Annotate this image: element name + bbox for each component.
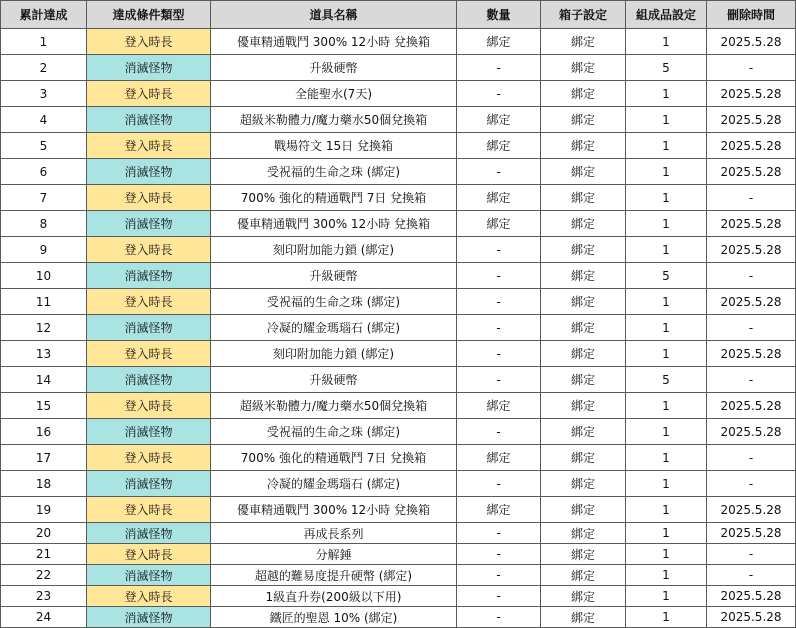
condition-type-cell: 登入時長 bbox=[87, 341, 211, 367]
delete-time-cell: 2025.5.28 bbox=[707, 237, 796, 263]
table-row bbox=[1, 445, 796, 471]
condition-type-cell: 登入時長 bbox=[87, 586, 211, 607]
header-cumulative: 累計達成 bbox=[1, 1, 87, 29]
delete-time-cell: 2025.5.28 bbox=[707, 133, 796, 159]
cumulative-cell: 8 bbox=[1, 211, 87, 237]
condition-type-cell: 登入時長 bbox=[87, 81, 211, 107]
component-setting-cell: 5 bbox=[626, 55, 707, 81]
cumulative-cell: 1 bbox=[1, 29, 87, 55]
component-setting-cell: 1 bbox=[626, 133, 707, 159]
quantity-cell: - bbox=[457, 237, 541, 263]
quantity-cell: 綁定 bbox=[457, 393, 541, 419]
delete-time-cell: 2025.5.28 bbox=[707, 211, 796, 237]
component-setting-cell: 5 bbox=[626, 263, 707, 289]
item-name-cell: 升級硬幣 bbox=[211, 263, 457, 289]
cumulative-cell: 14 bbox=[1, 367, 87, 393]
box-setting-cell: 綁定 bbox=[541, 133, 626, 159]
component-setting-cell: 1 bbox=[626, 393, 707, 419]
quantity-cell: 綁定 bbox=[457, 185, 541, 211]
delete-time-cell: - bbox=[707, 185, 796, 211]
delete-time-cell: - bbox=[707, 471, 796, 497]
delete-time-cell: - bbox=[707, 367, 796, 393]
component-setting-cell: 1 bbox=[626, 29, 707, 55]
quantity-cell: 綁定 bbox=[457, 107, 541, 133]
condition-type-cell: 登入時長 bbox=[87, 393, 211, 419]
condition-type-cell: 消滅怪物 bbox=[87, 107, 211, 133]
delete-time-cell: 2025.5.28 bbox=[707, 341, 796, 367]
box-setting-cell: 綁定 bbox=[541, 419, 626, 445]
component-setting-cell: 1 bbox=[626, 445, 707, 471]
delete-time-cell: 2025.5.28 bbox=[707, 523, 796, 544]
cumulative-cell: 7 bbox=[1, 185, 87, 211]
box-setting-cell: 綁定 bbox=[541, 55, 626, 81]
box-setting-cell: 綁定 bbox=[541, 263, 626, 289]
table-row bbox=[1, 211, 796, 237]
table-row bbox=[1, 133, 796, 159]
item-name-cell: 再成長系列 bbox=[211, 523, 457, 544]
box-setting-cell: 綁定 bbox=[541, 367, 626, 393]
item-name-cell: 超越的難易度提升硬幣 (綁定) bbox=[211, 565, 457, 586]
delete-time-cell: 2025.5.28 bbox=[707, 419, 796, 445]
condition-type-cell: 登入時長 bbox=[87, 133, 211, 159]
delete-time-cell: 2025.5.28 bbox=[707, 81, 796, 107]
condition-type-cell: 登入時長 bbox=[87, 237, 211, 263]
component-setting-cell: 1 bbox=[626, 81, 707, 107]
box-setting-cell: 綁定 bbox=[541, 341, 626, 367]
cumulative-cell: 10 bbox=[1, 263, 87, 289]
component-setting-cell: 1 bbox=[626, 419, 707, 445]
box-setting-cell: 綁定 bbox=[541, 29, 626, 55]
quantity-cell: - bbox=[457, 289, 541, 315]
box-setting-cell: 綁定 bbox=[541, 565, 626, 586]
component-setting-cell: 1 bbox=[626, 544, 707, 565]
quantity-cell: 綁定 bbox=[457, 497, 541, 523]
quantity-cell: - bbox=[457, 523, 541, 544]
item-name-cell: 冷凝的耀金瑪瑙石 (綁定) bbox=[211, 471, 457, 497]
quantity-cell: - bbox=[457, 55, 541, 81]
box-setting-cell: 綁定 bbox=[541, 289, 626, 315]
delete-time-cell: 2025.5.28 bbox=[707, 107, 796, 133]
condition-type-cell: 消滅怪物 bbox=[87, 419, 211, 445]
quantity-cell: - bbox=[457, 159, 541, 185]
quantity-cell: - bbox=[457, 367, 541, 393]
quantity-cell: - bbox=[457, 419, 541, 445]
item-name-cell: 優車精通戰鬥 300% 12小時 兌換箱 bbox=[211, 497, 457, 523]
table-row bbox=[1, 544, 796, 565]
quantity-cell: - bbox=[457, 81, 541, 107]
component-setting-cell: 1 bbox=[626, 586, 707, 607]
item-name-cell: 冷凝的耀金瑪瑙石 (綁定) bbox=[211, 315, 457, 341]
component-setting-cell: 1 bbox=[626, 237, 707, 263]
box-setting-cell: 綁定 bbox=[541, 544, 626, 565]
header-delete-time: 刪除時間 bbox=[707, 1, 796, 29]
box-setting-cell: 綁定 bbox=[541, 81, 626, 107]
item-name-cell: 分解錘 bbox=[211, 544, 457, 565]
component-setting-cell: 1 bbox=[626, 315, 707, 341]
cumulative-cell: 15 bbox=[1, 393, 87, 419]
table-row bbox=[1, 263, 796, 289]
delete-time-cell: 2025.5.28 bbox=[707, 393, 796, 419]
item-name-cell: 超級米勒體力/魔力藥水50個兌換箱 bbox=[211, 107, 457, 133]
box-setting-cell: 綁定 bbox=[541, 211, 626, 237]
cumulative-cell: 22 bbox=[1, 565, 87, 586]
component-setting-cell: 1 bbox=[626, 211, 707, 237]
cumulative-cell: 9 bbox=[1, 237, 87, 263]
box-setting-cell: 綁定 bbox=[541, 497, 626, 523]
component-setting-cell: 1 bbox=[626, 497, 707, 523]
table-row bbox=[1, 159, 796, 185]
cumulative-cell: 11 bbox=[1, 289, 87, 315]
condition-type-cell: 登入時長 bbox=[87, 445, 211, 471]
item-name-cell: 戰場符文 15日 兌換箱 bbox=[211, 133, 457, 159]
component-setting-cell: 1 bbox=[626, 471, 707, 497]
condition-type-cell: 消滅怪物 bbox=[87, 159, 211, 185]
condition-type-cell: 消滅怪物 bbox=[87, 211, 211, 237]
condition-type-cell: 消滅怪物 bbox=[87, 471, 211, 497]
cumulative-cell: 19 bbox=[1, 497, 87, 523]
table-row bbox=[1, 607, 796, 628]
table-row bbox=[1, 29, 796, 55]
condition-type-cell: 消滅怪物 bbox=[87, 55, 211, 81]
component-setting-cell: 5 bbox=[626, 367, 707, 393]
condition-type-cell: 登入時長 bbox=[87, 29, 211, 55]
table-row bbox=[1, 393, 796, 419]
delete-time-cell: - bbox=[707, 55, 796, 81]
condition-type-cell: 登入時長 bbox=[87, 289, 211, 315]
item-name-cell: 1級直升券(200級以下用) bbox=[211, 586, 457, 607]
cumulative-cell: 17 bbox=[1, 445, 87, 471]
cumulative-cell: 24 bbox=[1, 607, 87, 628]
cumulative-cell: 16 bbox=[1, 419, 87, 445]
condition-type-cell: 登入時長 bbox=[87, 497, 211, 523]
component-setting-cell: 1 bbox=[626, 341, 707, 367]
delete-time-cell: 2025.5.28 bbox=[707, 497, 796, 523]
component-setting-cell: 1 bbox=[626, 185, 707, 211]
header-row bbox=[1, 1, 796, 29]
cumulative-cell: 12 bbox=[1, 315, 87, 341]
table-row bbox=[1, 185, 796, 211]
item-name-cell: 700% 強化的精通戰鬥 7日 兌換箱 bbox=[211, 185, 457, 211]
delete-time-cell: 2025.5.28 bbox=[707, 159, 796, 185]
delete-time-cell: - bbox=[707, 445, 796, 471]
condition-type-cell: 登入時長 bbox=[87, 185, 211, 211]
delete-time-cell: 2025.5.28 bbox=[707, 586, 796, 607]
cumulative-cell: 2 bbox=[1, 55, 87, 81]
quantity-cell: - bbox=[457, 607, 541, 628]
delete-time-cell: - bbox=[707, 565, 796, 586]
item-name-cell: 刻印附加能力鎖 (綁定) bbox=[211, 341, 457, 367]
quantity-cell: - bbox=[457, 315, 541, 341]
condition-type-cell: 消滅怪物 bbox=[87, 263, 211, 289]
cumulative-cell: 4 bbox=[1, 107, 87, 133]
item-name-cell: 升級硬幣 bbox=[211, 367, 457, 393]
table-row bbox=[1, 367, 796, 393]
header-component-setting: 組成品設定 bbox=[626, 1, 707, 29]
quantity-cell: 綁定 bbox=[457, 211, 541, 237]
item-name-cell: 超級米勒體力/魔力藥水50個兌換箱 bbox=[211, 393, 457, 419]
table-row bbox=[1, 237, 796, 263]
delete-time-cell: 2025.5.28 bbox=[707, 607, 796, 628]
quantity-cell: - bbox=[457, 544, 541, 565]
header-condition-type: 達成條件類型 bbox=[87, 1, 211, 29]
item-name-cell: 700% 強化的精通戰鬥 7日 兌換箱 bbox=[211, 445, 457, 471]
item-name-cell: 受祝福的生命之珠 (綁定) bbox=[211, 419, 457, 445]
condition-type-cell: 消滅怪物 bbox=[87, 607, 211, 628]
condition-type-cell: 消滅怪物 bbox=[87, 523, 211, 544]
table-row bbox=[1, 419, 796, 445]
component-setting-cell: 1 bbox=[626, 107, 707, 133]
header-quantity: 數量 bbox=[457, 1, 541, 29]
condition-type-cell: 消滅怪物 bbox=[87, 367, 211, 393]
cumulative-cell: 3 bbox=[1, 81, 87, 107]
table-row bbox=[1, 107, 796, 133]
header-item-name: 道具名稱 bbox=[211, 1, 457, 29]
table-row bbox=[1, 289, 796, 315]
component-setting-cell: 1 bbox=[626, 523, 707, 544]
box-setting-cell: 綁定 bbox=[541, 586, 626, 607]
item-name-cell: 全能聖水(7天) bbox=[211, 81, 457, 107]
quantity-cell: - bbox=[457, 586, 541, 607]
condition-type-cell: 消滅怪物 bbox=[87, 315, 211, 341]
box-setting-cell: 綁定 bbox=[541, 445, 626, 471]
delete-time-cell: - bbox=[707, 315, 796, 341]
delete-time-cell: 2025.5.28 bbox=[707, 29, 796, 55]
component-setting-cell: 1 bbox=[626, 289, 707, 315]
quantity-cell: - bbox=[457, 565, 541, 586]
quantity-cell: - bbox=[457, 263, 541, 289]
box-setting-cell: 綁定 bbox=[541, 315, 626, 341]
component-setting-cell: 1 bbox=[626, 607, 707, 628]
delete-time-cell: - bbox=[707, 544, 796, 565]
box-setting-cell: 綁定 bbox=[541, 471, 626, 497]
delete-time-cell: - bbox=[707, 263, 796, 289]
table-row bbox=[1, 341, 796, 367]
item-name-cell: 受祝福的生命之珠 (綁定) bbox=[211, 159, 457, 185]
cumulative-cell: 13 bbox=[1, 341, 87, 367]
cumulative-cell: 18 bbox=[1, 471, 87, 497]
cumulative-cell: 6 bbox=[1, 159, 87, 185]
table-row bbox=[1, 523, 796, 544]
table-row bbox=[1, 497, 796, 523]
component-setting-cell: 1 bbox=[626, 565, 707, 586]
condition-type-cell: 消滅怪物 bbox=[87, 565, 211, 586]
table-row bbox=[1, 55, 796, 81]
box-setting-cell: 綁定 bbox=[541, 607, 626, 628]
item-name-cell: 刻印附加能力鎖 (綁定) bbox=[211, 237, 457, 263]
box-setting-cell: 綁定 bbox=[541, 393, 626, 419]
box-setting-cell: 綁定 bbox=[541, 185, 626, 211]
quantity-cell: 綁定 bbox=[457, 29, 541, 55]
item-name-cell: 升級硬幣 bbox=[211, 55, 457, 81]
table-row bbox=[1, 81, 796, 107]
item-name-cell: 優車精通戰鬥 300% 12小時 兌換箱 bbox=[211, 211, 457, 237]
table-row bbox=[1, 315, 796, 341]
component-setting-cell: 1 bbox=[626, 159, 707, 185]
box-setting-cell: 綁定 bbox=[541, 237, 626, 263]
delete-time-cell: 2025.5.28 bbox=[707, 289, 796, 315]
quantity-cell: 綁定 bbox=[457, 133, 541, 159]
item-name-cell: 鐵匠的聖恩 10% (綁定) bbox=[211, 607, 457, 628]
quantity-cell: - bbox=[457, 471, 541, 497]
condition-type-cell: 登入時長 bbox=[87, 544, 211, 565]
table-row bbox=[1, 471, 796, 497]
box-setting-cell: 綁定 bbox=[541, 107, 626, 133]
table-row bbox=[1, 565, 796, 586]
cumulative-cell: 20 bbox=[1, 523, 87, 544]
header-box-setting: 箱子設定 bbox=[541, 1, 626, 29]
box-setting-cell: 綁定 bbox=[541, 523, 626, 544]
item-name-cell: 優車精通戰鬥 300% 12小時 兌換箱 bbox=[211, 29, 457, 55]
cumulative-cell: 21 bbox=[1, 544, 87, 565]
quantity-cell: - bbox=[457, 341, 541, 367]
cumulative-cell: 5 bbox=[1, 133, 87, 159]
cumulative-cell: 23 bbox=[1, 586, 87, 607]
box-setting-cell: 綁定 bbox=[541, 159, 626, 185]
quantity-cell: 綁定 bbox=[457, 445, 541, 471]
table-row bbox=[1, 586, 796, 607]
item-name-cell: 受祝福的生命之珠 (綁定) bbox=[211, 289, 457, 315]
